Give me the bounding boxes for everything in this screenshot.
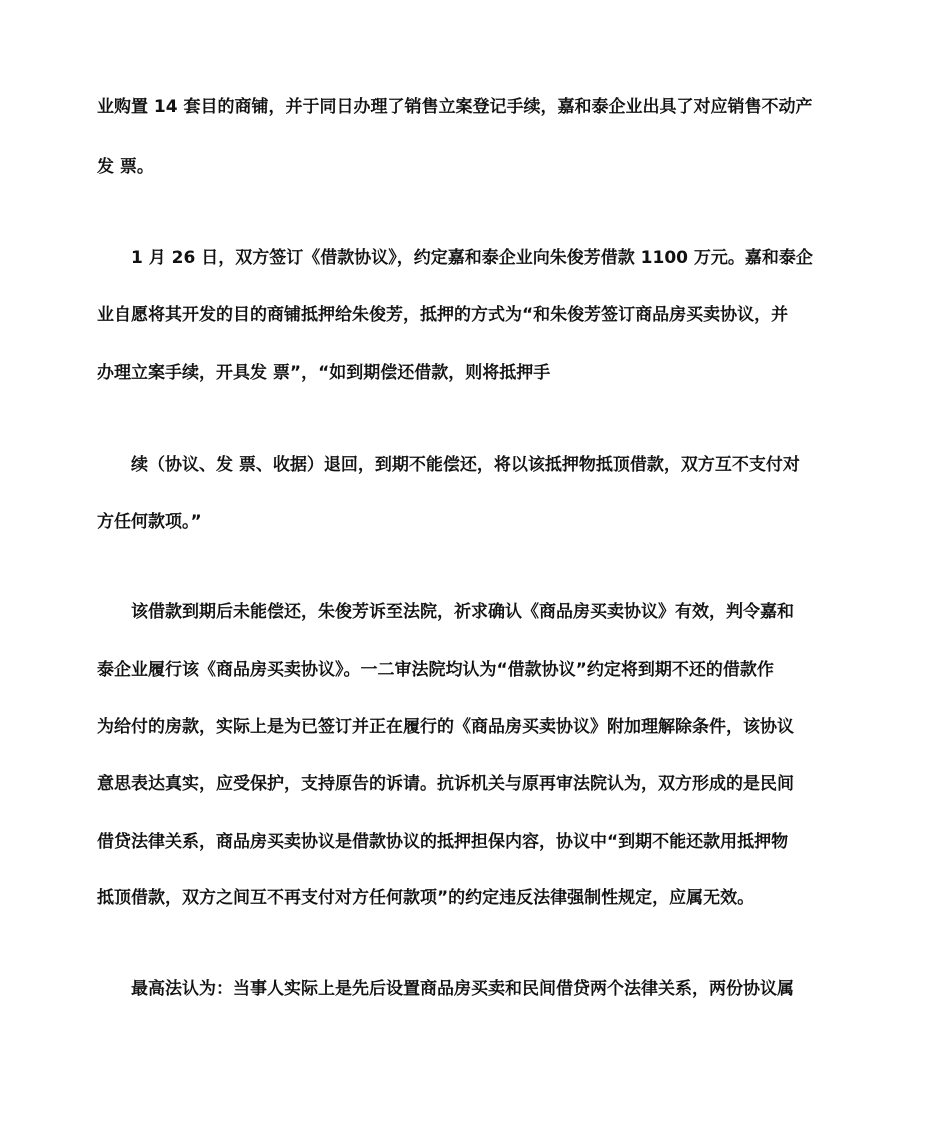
text-line-2: 发 票。 [97,157,154,177]
text-line-1: 业购置 14 套目的商铺，并于同日办理了销售立案登记手续，嘉和泰企业出具了对应销售不动产 [97,97,813,117]
text-line-3: 1 月 26 日，双方签订《借款协议》，约定嘉和泰企业向朱俊芳借款 1100 万元。嘉和泰企 [131,248,813,268]
text-line-13: 抵顶借款，双方之间互不再支付对方任何款项”的约定违反法律强制性规定，应属无效。 [97,888,755,908]
text-line-12: 借贷法律关系，商品房买卖协议是借款协议的抵押担保内容，协议中“到期不能还款用抵押物 [97,832,789,852]
text-line-6: 续（协议、发 票、收据）退回，到期不能偿还，将以该抵押物抵顶借款，双方互不支付对 [131,455,800,475]
text-line-8: 该借款到期后未能偿还，朱俊芳诉至法院，祈求确认《商品房买卖协议》有效，判令嘉和 [131,602,794,622]
text-line-9: 泰企业履行该《商品房买卖协议》。一二审法院均认为“借款协议”约定将到期不还的借款作 [97,660,774,680]
text-line-7: 方任何款项。” [97,512,202,532]
text-line-10: 为给付的房款，实际上是为已签订并正在履行的《商品房买卖协议》附加理解除条件，该协议 [97,717,794,737]
text-line-11: 意思表达真实，应受保护，支持原告的诉请。抗诉机关与原再审法院认为，双方形成的是民间 [97,774,794,794]
text-line-4: 业自愿将其开发的目的商铺抵押给朱俊芳，抵押的方式为“和朱俊芳签订商品房买卖协议，并 [97,305,789,325]
text-line-14: 最高法认为：当事人实际上是先后设置商品房买卖和民间借贷两个法律关系，两份协议属 [131,979,794,999]
text-line-5: 办理立案手续，开具发 票”，“如到期偿还借款，则将抵押手 [97,363,551,383]
